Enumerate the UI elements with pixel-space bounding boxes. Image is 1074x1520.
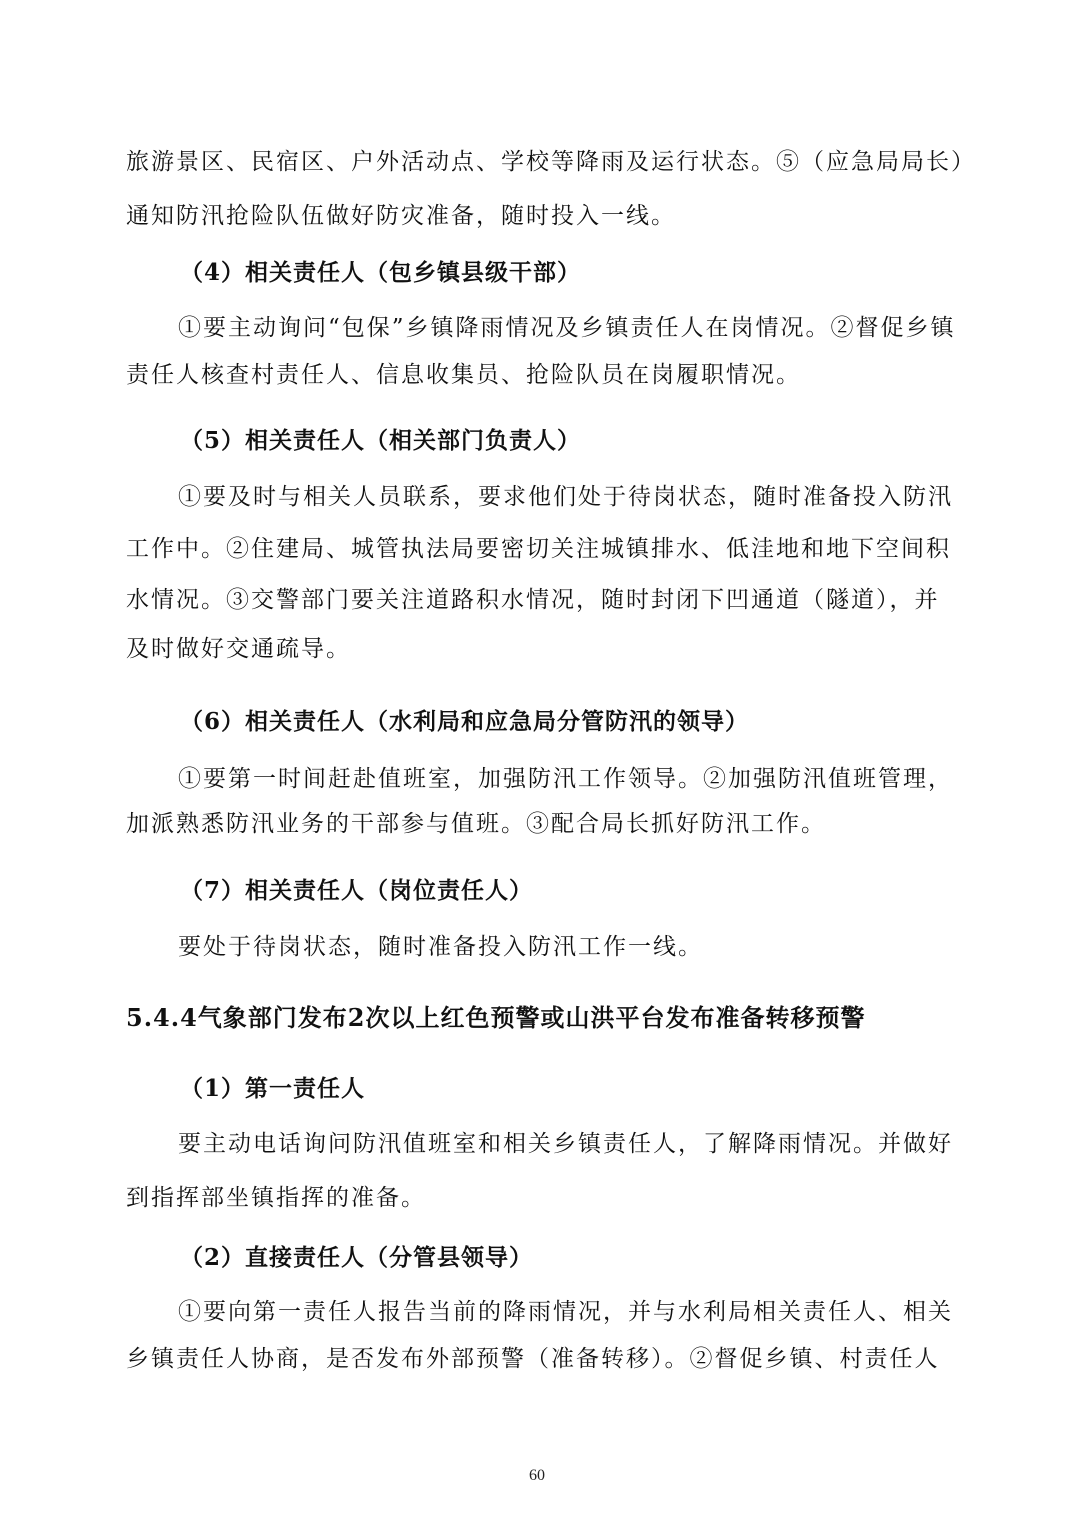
subheading-6: （6）相关责任人（水利局和应急局分管防汛的领导）	[180, 708, 750, 735]
subheading-7: （7）相关责任人（岗位责任人）	[180, 877, 534, 904]
paragraph-line: ①要及时与相关人员联系，要求他们处于待岗状态，随时准备投入防汛	[178, 484, 953, 510]
paragraph-line: 加派熟悉防汛业务的干部参与值班。③配合局长抓好防汛工作。	[126, 811, 826, 837]
subheading-2: （2）直接责任人（分管县领导）	[180, 1244, 534, 1271]
page-number: 60	[529, 1467, 545, 1484]
paragraph-line: 要处于待岗状态，随时准备投入防汛工作一线。	[178, 934, 703, 960]
paragraph-line: 旅游景区、民宿区、户外活动点、学校等降雨及运行状态。⑤（应急局局长）	[126, 149, 976, 175]
paragraph-line: 水情况。③交警部门要关注道路积水情况，随时封闭下凹通道（隧道），并	[126, 587, 940, 613]
section-heading: 5.4.4气象部门发布2次以上红色预警或山洪平台发布准备转移预警	[126, 1003, 866, 1032]
paragraph-line: 通知防汛抢险队伍做好防灾准备，随时投入一线。	[126, 203, 676, 229]
paragraph-line: 工作中。②住建局、城管执法局要密切关注城镇排水、低洼地和地下空间积	[126, 536, 951, 562]
subheading-1: （1）第一责任人	[180, 1075, 366, 1102]
paragraph-line: ①要第一时间赶赴值班室，加强防汛工作领导。②加强防汛值班管理，	[178, 766, 953, 792]
subheading-4: （4）相关责任人（包乡镇县级干部）	[180, 259, 582, 286]
paragraph-line: 责任人核查村责任人、信息收集员、抢险队员在岗履职情况。	[126, 362, 801, 388]
paragraph-line: ①要主动询问“包保”乡镇降雨情况及乡镇责任人在岗情况。②督促乡镇	[178, 315, 956, 341]
paragraph-line: 及时做好交通疏导。	[126, 636, 351, 662]
paragraph-line: ①要向第一责任人报告当前的降雨情况，并与水利局相关责任人、相关	[178, 1299, 953, 1325]
paragraph-line: 到指挥部坐镇指挥的准备。	[126, 1185, 426, 1211]
subheading-5: （5）相关责任人（相关部门负责人）	[180, 427, 582, 454]
paragraph-line: 要主动电话询问防汛值班室和相关乡镇责任人，了解降雨情况。并做好	[178, 1131, 953, 1157]
paragraph-line: 乡镇责任人协商，是否发布外部预警（准备转移）。②督促乡镇、村责任人	[126, 1346, 940, 1372]
